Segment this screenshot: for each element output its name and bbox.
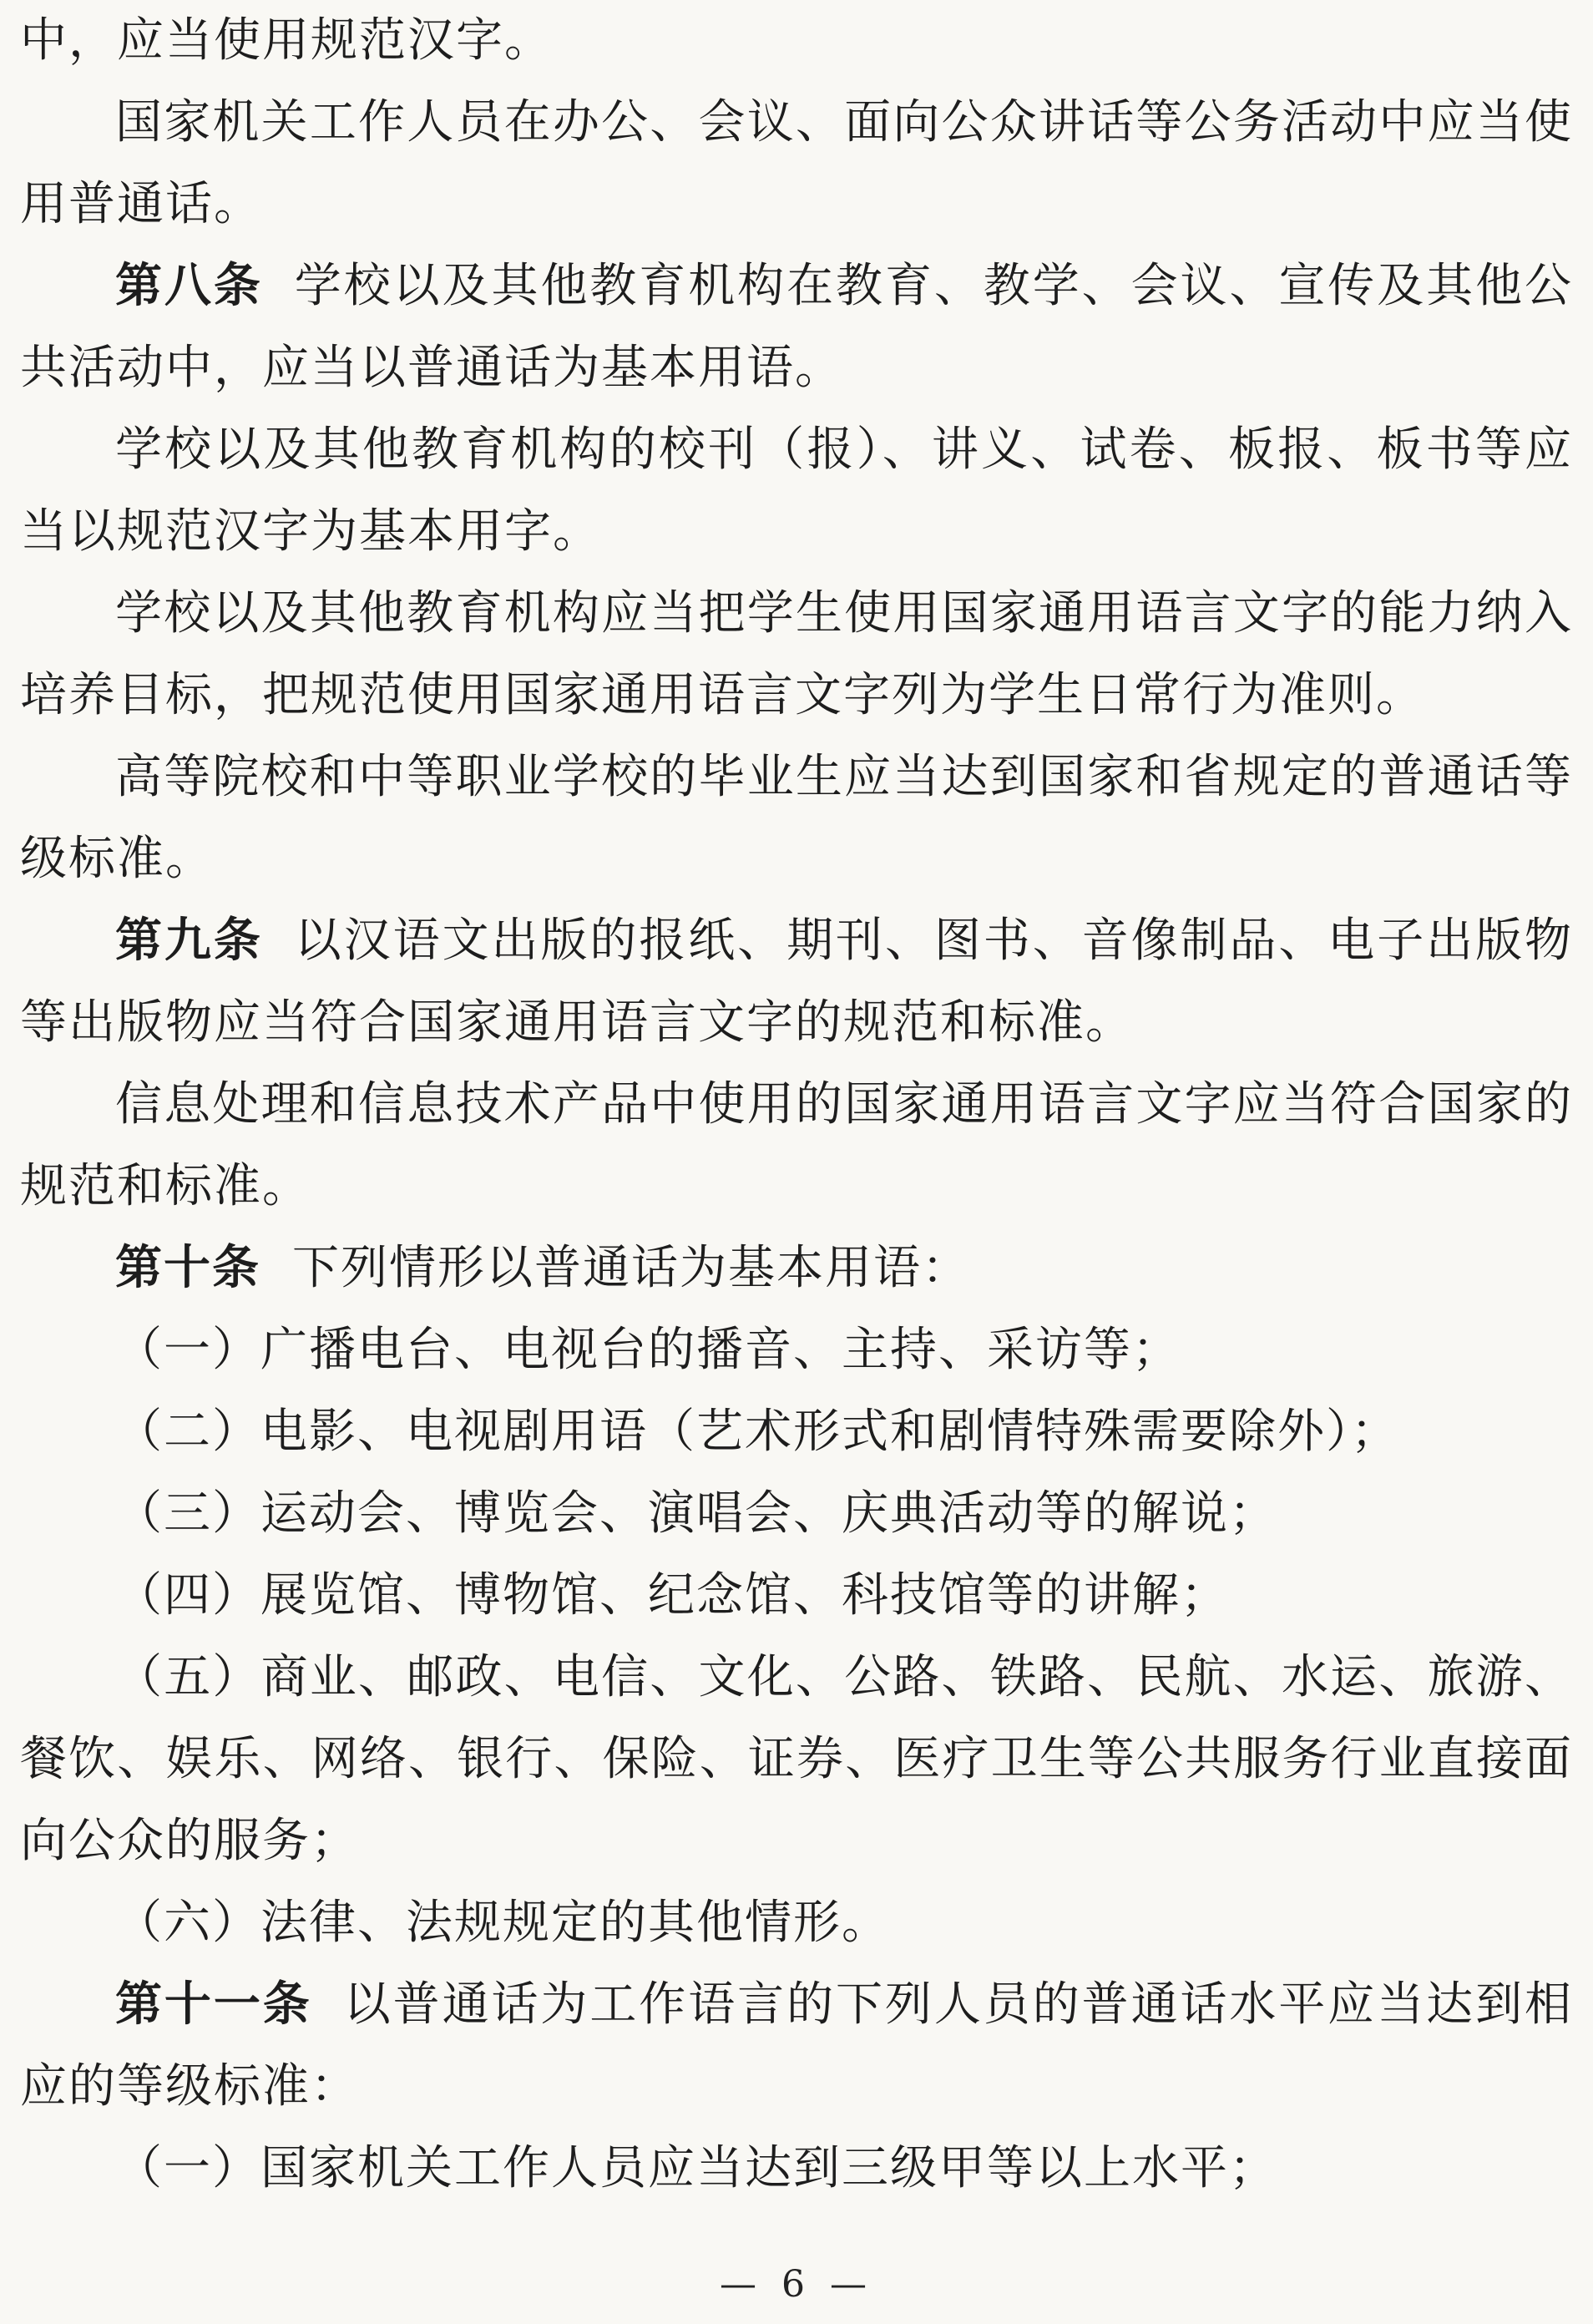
paragraph <box>20 82 1573 246</box>
article-number: 第十条 <box>115 1241 260 1295</box>
paragraph-text: 中，应当使用规范汉字。 <box>20 13 553 68</box>
list-item <box>20 1473 1573 1555</box>
list-item-text: （一）广播电台、电视台的播音、主持、采访等； <box>115 1323 1181 1377</box>
paragraph-text: 下列情形以普通话为基本用语： <box>292 1241 970 1295</box>
paragraph-text: 以汉语文出版的报纸、期刊、图书、音像制品、电子出版物等出版物应当符合国家通用语言文字的规范和标准。 <box>20 914 1574 1050</box>
list-item-text: （一）国家机关工作人员应当达到三级甲等以上水平； <box>115 2141 1277 2195</box>
paragraph-text: 学校以及其他教育机构的校刊（报）、讲义、试卷、板报、板书等应当以规范汉字为基本用字。 <box>20 423 1573 559</box>
article-8-paragraph <box>20 246 1573 409</box>
paragraph <box>20 1064 1573 1228</box>
article-10-paragraph <box>20 1228 1573 1309</box>
list-item-text: （六）法律、法规规定的其他情形。 <box>115 1896 890 1950</box>
article-number: 第九条 <box>115 914 263 968</box>
paragraph-text: 学校以及其他教育机构在教育、教学、会议、宣传及其他公共活动中，应当以普通话为基本用语。 <box>20 259 1574 395</box>
list-item <box>20 2128 1573 2210</box>
list-item <box>20 1555 1573 1637</box>
paragraph-text: 以普通话为工作语言的下列人员的普通话水平应当达到相应的等级标准： <box>20 1977 1574 2114</box>
paragraph <box>20 573 1573 737</box>
list-item-text: （二）电影、电视剧用语（艺术形式和剧情特殊需要除外）； <box>115 1405 1399 1459</box>
paragraph <box>20 737 1573 900</box>
paragraph <box>20 0 1573 82</box>
list-item-text: （四）展览馆、博物馆、纪念馆、科技馆等的讲解； <box>115 1568 1229 1623</box>
paragraph <box>20 409 1573 573</box>
list-item <box>20 1309 1573 1391</box>
list-item <box>20 1637 1573 1882</box>
paragraph-text: 高等院校和中等职业学校的毕业生应当达到国家和省规定的普通话等级标准。 <box>20 750 1573 886</box>
paragraph-text: 学校以及其他教育机构应当把学生使用国家通用语言文字的能力纳入培养目标，把规范使用国家通用语言文字列为学生日常行为准则。 <box>20 586 1573 722</box>
article-9-paragraph <box>20 900 1573 1064</box>
article-11-paragraph <box>20 1964 1573 2128</box>
list-item-text: （五）商业、邮政、电信、文化、公路、铁路、民航、水运、旅游、餐饮、娱乐、网络、银行、保险、证券、医疗卫生等公共服务行业直接面向公众的服务； <box>20 1650 1573 1868</box>
paragraph-text: 信息处理和信息技术产品中使用的国家通用语言文字应当符合国家的规范和标准。 <box>20 1077 1573 1213</box>
list-item-text: （三）运动会、博览会、演唱会、庆典活动等的解说； <box>115 1486 1277 1541</box>
list-item <box>20 1391 1573 1473</box>
list-item <box>20 1882 1573 1964</box>
page-number: — 6 — <box>720 2263 873 2306</box>
paragraph-text: 国家机关工作人员在办公、会议、面向公众讲话等公务活动中应当使用普通话。 <box>20 95 1573 231</box>
article-number: 第八条 <box>115 259 263 313</box>
article-number: 第十一条 <box>115 1977 312 2032</box>
body-text <box>20 0 1573 2210</box>
